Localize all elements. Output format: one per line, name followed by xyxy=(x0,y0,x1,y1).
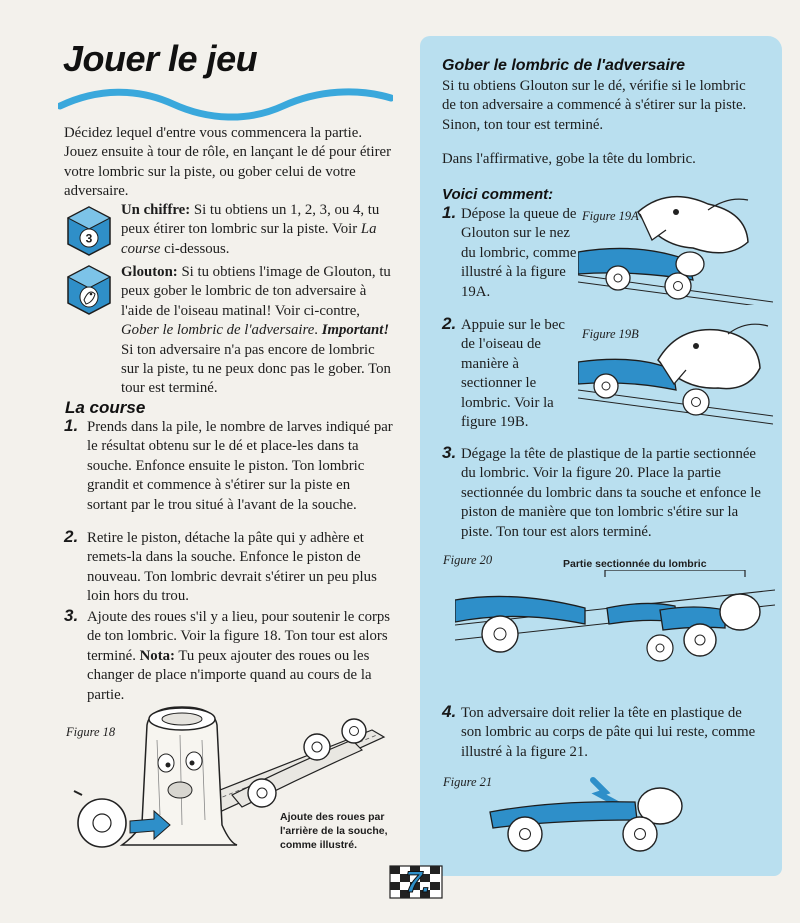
gober-step-4-text: Ton adversaire doit relier la tête en plastique de son lombric au corps de pâte qui lui reste, comme illustré à la figure 21. xyxy=(461,705,756,760)
wave-divider xyxy=(58,84,393,124)
gober-step-4-number: 4. xyxy=(442,702,457,721)
nota-text: Tu peux ajouter des roues ou les changer de place n'importe quand au cours de la partie. xyxy=(87,647,372,703)
step-2-text: Retire le piston, détache la pâte qui y adhère et remets-la dans la souche. Enfonce le piston de nouveau. Ton lombric devrait s'étirer un peu plus loin hors du trou. xyxy=(87,530,377,605)
figure-20-caption: Figure 20 xyxy=(443,553,493,567)
glouton-text: Si tu obtiens l'image de Glouton, tu peux gober le lombric de ton adversaire à l'aide de l'oiseau matinal! Voir ci-contre, xyxy=(121,264,391,319)
die-face: 3 xyxy=(85,231,93,246)
figure-19a-illustration xyxy=(578,190,773,305)
important-text: Si ton adversaire n'a pas encore de lombric sur la piste, tu ne peux donc pas le gober. Ton tour est terminé. xyxy=(121,341,391,397)
figure-21-illustration xyxy=(485,772,725,867)
chiffre-label: Un chiffre: xyxy=(121,202,191,218)
step-3-main: Ajoute des roues s'il y a lieu, pour soutenir le corps de ton lombric. Voir la figure 18. Ton tour est alors terminé. xyxy=(87,609,391,664)
glouton-label: Glouton: xyxy=(121,264,178,280)
page-number-badge xyxy=(388,858,448,906)
gober-step-2-number: 2. xyxy=(442,314,457,333)
figure-18-callout: Ajoute des roues par l'arrière de la souche, comme illustré. xyxy=(280,811,388,851)
chiffre-link: La course xyxy=(121,221,377,257)
chiffre-rule xyxy=(121,201,396,259)
step-3-text xyxy=(87,608,394,705)
step-2-number: 2. xyxy=(64,527,79,546)
gober-affirmative: Dans l'affirmative, gobe la tête du lombric. xyxy=(442,151,696,167)
nota-label: Nota: xyxy=(139,647,175,664)
gober-step-3-text: Dégage la tête de plastique de la partie sectionnée du lombric. Voir la figure 20. Place la partie sectionnée du lombric dans ta souche et enfonce le piston de manière que ton lombric s'étire sur la piste. Ton tour est alors terminé. xyxy=(461,446,761,540)
step-1-number: 1. xyxy=(64,416,79,435)
gober-step-1-text: Dépose la queue de Glouton sur le nez du lombric, comme illustré à la figure 19A. xyxy=(461,206,577,300)
figure-20-illustration xyxy=(455,570,775,680)
gober-intro: Si tu obtiens Glouton sur le dé, vérifie si le lombric de ton adversaire a commencé à s'étirer sur la piste. Sinon, ton tour est terminé. xyxy=(442,78,747,133)
glouton-link: Gober le lombric de l'adversaire xyxy=(121,322,315,339)
gober-heading: Gober le lombric de l'adversaire xyxy=(442,57,686,74)
figure-20-callout: Partie sectionnée du lombric xyxy=(563,558,707,570)
gober-step-2-text: Appuie sur le bec de l'oiseau de manière à sectionner le lombric. Voir la figure 19B. xyxy=(461,317,565,431)
page-number: 7. xyxy=(405,866,431,899)
gober-step-1-number: 1. xyxy=(442,203,457,222)
course-heading: La course xyxy=(65,398,146,417)
gober-step-3-number: 3. xyxy=(442,443,457,462)
die-glouton-icon xyxy=(66,264,112,316)
die-three-icon xyxy=(66,205,112,257)
figure-18-caption: Figure 18 xyxy=(66,725,116,739)
chiffre-text-end: ci-dessous. xyxy=(164,240,230,257)
page-title: Jouer le jeu xyxy=(63,38,258,79)
important-label: Important! xyxy=(321,322,390,339)
figure-19b-illustration xyxy=(578,320,773,430)
step-3-number: 3. xyxy=(64,606,79,625)
step-1-text: Prends dans la pile, le nombre de larves indiqué par le résultat obtenu sur le dé et place-les dans ta souche. Enfonce ensuite le piston. Ton lombric grandit et commence à s'étirer sur la piste en sortant par le trou situé à l'avant de la souche. xyxy=(87,419,393,513)
glouton-rule: Glouton: Si tu obtiens l'image de Glouton, tu peux gober le lombric de ton adversaire à l'aide de l'oiseau matinal! Voir ci-contre, Gober le lombric de l'adversaire. Important! Si ton adversaire n'a pas encore de lombric sur la piste, tu ne peux donc pas le gober. Ton tour est terminé. xyxy=(121,264,391,397)
figure-19a-caption: Figure 19A xyxy=(582,209,639,223)
figure-19b-caption: Figure 19B xyxy=(582,327,639,341)
figure-21-caption: Figure 21 xyxy=(443,775,493,789)
chiffre-text: Si tu obtiens un 1, 2, 3, ou 4, tu peux étirer ton lombric sur la piste. Voir xyxy=(121,202,380,238)
voici-heading: Voici comment: xyxy=(442,186,554,203)
intro-text: Décidez lequel d'entre vous commencera la partie. Jouez ensuite à tour de rôle, en lançant le dé pour étirer votre lombric sur la piste, ou gober celui de votre adversaire. xyxy=(64,125,392,200)
